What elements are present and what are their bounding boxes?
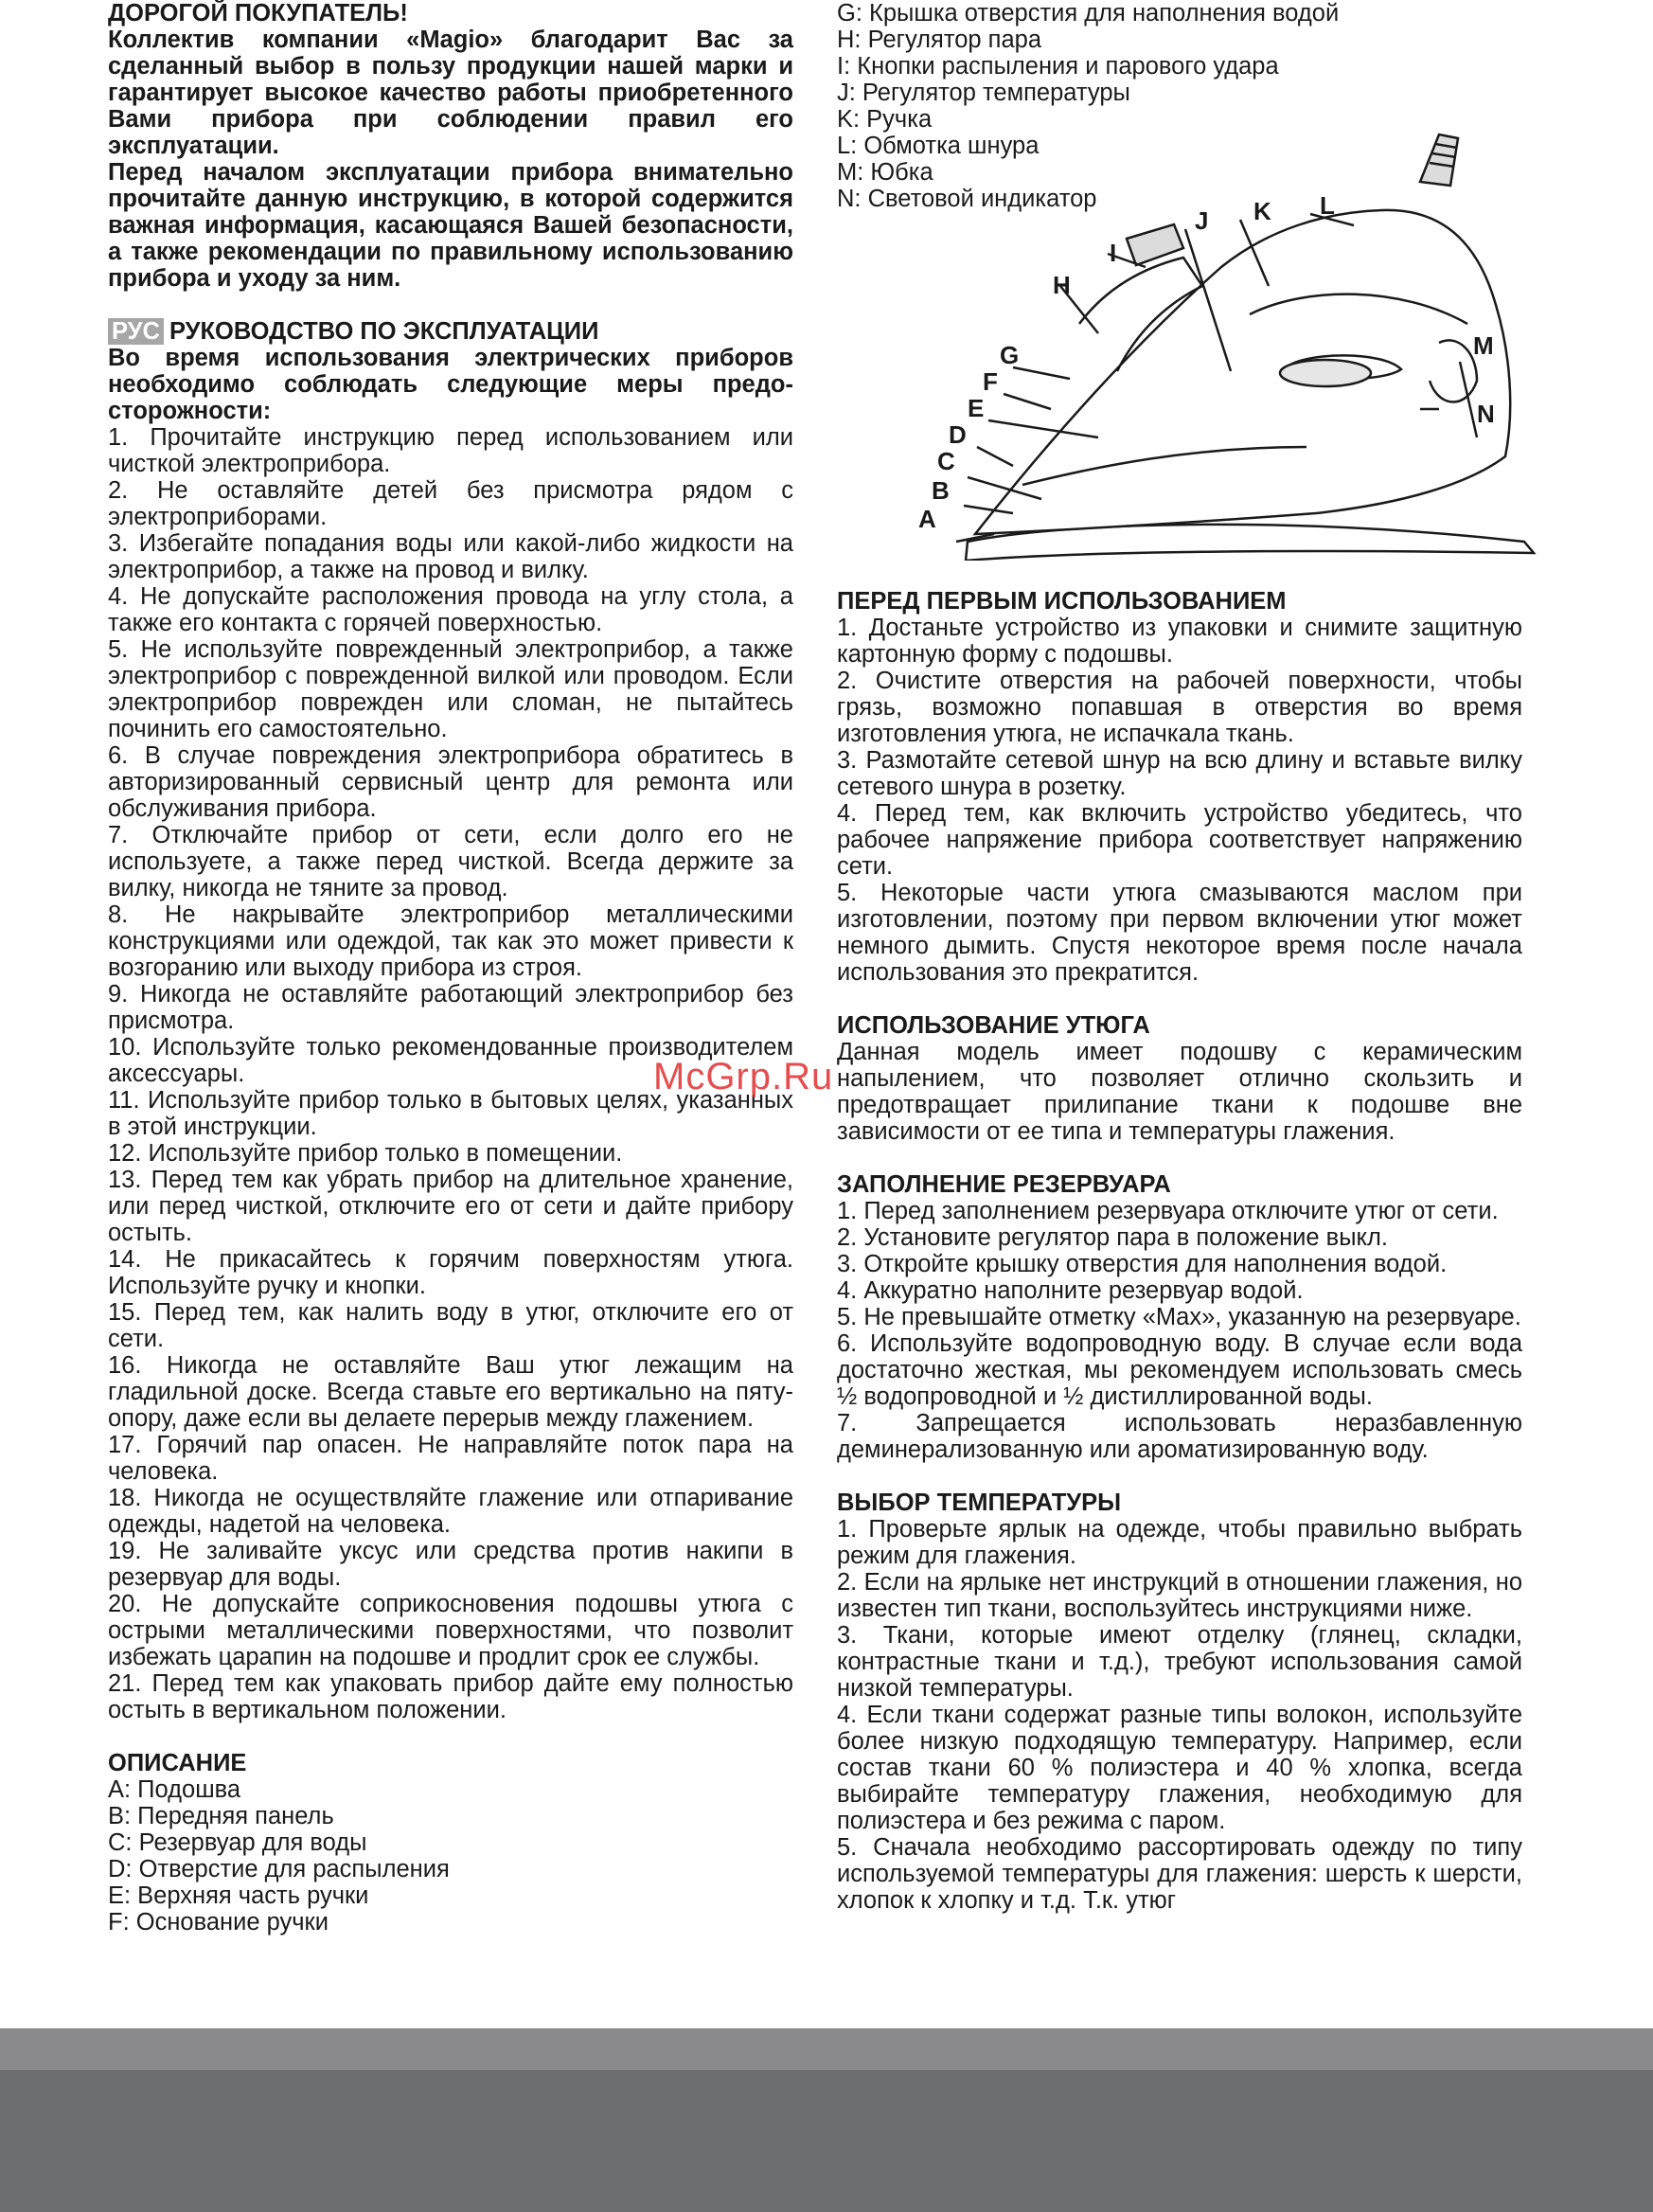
fill-item: 1. Перед заполнением резервуара отключите утюг от сети. <box>837 1198 1499 1224</box>
safety-intro: Во время использования электрических приборов необходимо соблюдать следующие меры предосторожности: <box>108 345 793 424</box>
description-item: D: Отверстие для распыления <box>108 1856 450 1882</box>
before-use-item: 5. Некоторые части утюга смазываются маслом при изготовлении, поэтому при первом включении утюг может немного дымить. Спустя некоторое время после начала использования это прекратится. <box>837 880 1522 986</box>
fill-title: ЗАПОЛНЕНИЕ РЕЗЕРВУАРА <box>837 1171 1171 1198</box>
label-f: F <box>983 367 998 396</box>
safety-item: 19. Не заливайте уксус или средства против накипи в резервуар для воды. <box>108 1538 793 1591</box>
safety-item: 9. Никогда не оставляйте работающий электроприбор без присмотра. <box>108 981 793 1034</box>
description-item: G: Крышка отверстия для наполнения водой <box>837 0 1340 27</box>
fill-list <box>837 1198 1522 1463</box>
safety-item: 13. Перед тем как убрать прибор на длительное хранение, или перед чисткой, отключите его от сети и дайте прибору остыть. <box>108 1167 793 1246</box>
watermark: McGrp.Ru <box>653 1056 834 1097</box>
safety-item: 2. Не оставляйте детей без присмотра рядом с электроприборами. <box>108 477 793 530</box>
temperature-title: ВЫБОР ТЕМПЕРАТУРЫ <box>837 1490 1122 1516</box>
label-n: N <box>1477 400 1495 428</box>
label-l: L <box>1320 191 1335 220</box>
safety-item: 12. Используйте прибор только в помещении. <box>108 1140 623 1167</box>
safety-item: 8. Не накрывайте электроприбор металлическими конструкциями или одеждой, так как это может привести к возгоранию или выходу прибора из строя. <box>108 901 793 981</box>
fill-item: 3. Откройте крышку отверстия для наполнения водой. <box>837 1251 1448 1277</box>
label-a: A <box>918 505 936 533</box>
description-item: J: Регулятор температуры <box>837 80 1130 106</box>
label-d: D <box>949 420 967 449</box>
greeting-paragraph: Коллектив компании «Magio» благодарит Вас за сделанный выбор в пользу продукции нашей марки и гарантирует высокое качество работы приобретенного Вами прибора при соблюдении правил его эксплуатации. <box>108 27 793 159</box>
safety-item: 18. Никогда не осуществляйте глажение или отпаривание одежды, надетой на человека. <box>108 1485 793 1538</box>
description-item: E: Верхняя часть ручки <box>108 1882 369 1909</box>
label-g: G <box>1000 341 1020 369</box>
safety-item: 10. Используйте только рекомендованные производителем аксессуары. <box>108 1034 793 1087</box>
description-item: F: Основание ручки <box>108 1909 329 1936</box>
description-title: ОПИСАНИЕ <box>108 1750 247 1776</box>
safety-item: 20. Не допускайте соприкосновения подошвы утюга с острыми металлическими поверхностями, что позволит избежать царапин на подошве и продлит срок ее службы. <box>108 1591 793 1670</box>
greeting-title: ДОРОГОЙ ПОКУПАТЕЛЬ! <box>108 0 408 27</box>
fill-item: 5. Не превышайте отметку «Max», указанную на резервуаре. <box>837 1304 1521 1330</box>
fill-item: 4. Аккуратно наполните резервуар водой. <box>837 1277 1304 1304</box>
label-m: M <box>1473 331 1494 360</box>
iron-diagram <box>909 125 1553 561</box>
safety-item: 14. Не прикасайтесь к горячим поверхностям утюга. Используйте ручку и кнопки. <box>108 1246 793 1299</box>
use-title: ИСПОЛЬЗОВАНИЕ УТЮГА <box>837 1012 1150 1039</box>
manual-title: РУКОВОДСТВО ПО ЭКСПЛУАТАЦИИ <box>169 318 599 345</box>
footer-band-dark <box>0 2070 1653 2212</box>
before-use-item: 1. Достаньте устройство из упаковки и снимите защитную картонную форму с подошвы. <box>837 615 1522 668</box>
safety-item: 11. Используйте прибор только в бытовых целях, указанных в этой инструкции. <box>108 1087 793 1140</box>
safety-item: 6. В случае повреждения электроприбора обратитесь в авторизированный сервисный центр для ремонта или обслуживания прибора. <box>108 742 793 822</box>
before-use-title: ПЕРЕД ПЕРВЫМ ИСПОЛЬЗОВАНИЕМ <box>837 588 1287 615</box>
temperature-item: 5. Сначала необходимо рассортировать одежду по типу используемой температуры для глажения: шерсть к шерсти, хлопок к хлопку и т.д. Т.к. утюг <box>837 1834 1522 1914</box>
fill-item: 6. Используйте водопроводную воду. В случае если вода достаточно жесткая, мы рекомендуем использовать смесь ½ водопроводной и ½ дистиллированной воды. <box>837 1330 1522 1410</box>
description-item: K: Ручка <box>837 106 933 133</box>
language-badge: РУС <box>108 318 164 345</box>
use-text: Данная модель имеет подошву с керамическим напылением, что позволяет отлично скользить и предотвращает прилипание ткани к подошве вне зависимости от ее типа и температуры глажения. <box>837 1039 1522 1145</box>
description-item: A: Подошва <box>108 1776 241 1803</box>
label-i: I <box>1110 239 1117 267</box>
temperature-list <box>837 1516 1522 1914</box>
description-item: N: Световой индикатор <box>837 186 1097 212</box>
warning-paragraph: Перед началом эксплуатации прибора внимательно прочитайте данную инструкцию, в которой содержится важная информация, касающаяся Вашей безопасности, а также рекомендации по правильному использованию прибора и уходу за ним. <box>108 159 793 292</box>
label-c: C <box>937 447 955 475</box>
temperature-item: 1. Проверьте ярлык на одежде, чтобы правильно выбрать режим для глажения. <box>837 1516 1522 1569</box>
iron-outline <box>966 134 1534 561</box>
label-j: J <box>1195 206 1209 235</box>
safety-item: 21. Перед тем как упаковать прибор дайте ему полностью остыть в вертикальном положении. <box>108 1670 793 1723</box>
footer-band-light <box>0 2028 1653 2070</box>
label-k: K <box>1253 197 1271 225</box>
safety-item: 1. Прочитайте инструкцию перед использованием или чисткой электроприбора. <box>108 424 793 477</box>
fill-item: 7. Запрещается использовать неразбавленную деминерализованную или ароматизированную воду. <box>837 1410 1522 1463</box>
before-use-item: 3. Размотайте сетевой шнур на всю длину и вставьте вилку сетевого шнура в розетку. <box>837 747 1522 800</box>
safety-item: 16. Никогда не оставляйте Ваш утюг лежащим на гладильной доске. Всегда ставьте его вертикально на пяту-опору, даже если вы делаете перерыв между глажением. <box>108 1352 793 1432</box>
description-item: M: Юбка <box>837 159 933 186</box>
safety-item: 4. Не допускайте расположения провода на углу стола, а также его контакта с горячей поверхностью. <box>108 583 793 636</box>
temperature-item: 4. Если ткани содержат разные типы волокон, используйте более низкую подходящую температуру. Например, если состав ткани 60 % полиэстера и 40 % хлопка, всегда выбирайте температуру глажения, необходимую для полиэстера и без режима с паром. <box>837 1702 1522 1834</box>
description-item: C: Резервуар для воды <box>108 1829 367 1856</box>
left-column <box>108 0 793 1936</box>
safety-item: 17. Горячий пар опасен. Не направляйте поток пара на человека. <box>108 1432 793 1485</box>
before-use-item: 2. Очистите отверстия на рабочей поверхности, чтобы грязь, возможно попавшая в отверстия во время изготовления утюга, не испачкала ткань. <box>837 668 1522 747</box>
label-b: B <box>932 476 950 505</box>
manual-heading <box>108 318 793 345</box>
temperature-item: 3. Ткани, которые имеют отделку (глянец, складки, контрастные ткани и т.д.), требуют использования самой низкой температуры. <box>837 1622 1522 1702</box>
description-list <box>108 1776 793 1936</box>
before-use-list <box>837 615 1522 986</box>
before-use-item: 4. Перед тем, как включить устройство убедитесь, что рабочее напряжение прибора соответствует напряжению сети. <box>837 800 1522 880</box>
safety-item: 7. Отключайте прибор от сети, если долго его не используете, а также перед чисткой. Всегда держите за вилку, никогда не тяните за провод. <box>108 822 793 901</box>
fill-item: 2. Установите регулятор пара в положение выкл. <box>837 1224 1388 1251</box>
label-e: E <box>968 394 985 422</box>
label-h: H <box>1053 271 1071 299</box>
description-item: I: Кнопки распыления и парового удара <box>837 53 1279 80</box>
description-item: H: Регулятор пара <box>837 27 1042 53</box>
safety-item: 5. Не используйте поврежденный электроприбор, а также электроприбор с поврежденной вилкой или проводом. Если электроприбор поврежден или сломан, не пытайтесь починить его самостоятельно. <box>108 636 793 742</box>
safety-item: 15. Перед тем, как налить воду в утюг, отключите его от сети. <box>108 1299 793 1352</box>
safety-item: 3. Избегайте попадания воды или какой-либо жидкости на электроприбор, а также на провод и вилку. <box>108 530 793 583</box>
temperature-item: 2. Если на ярлыке нет инструкций в отношении глажения, но известен тип ткани, воспользуйтесь инструкциями ниже. <box>837 1569 1522 1622</box>
description-item: L: Обмотка шнура <box>837 133 1040 159</box>
description-item: B: Передняя панель <box>108 1803 334 1829</box>
